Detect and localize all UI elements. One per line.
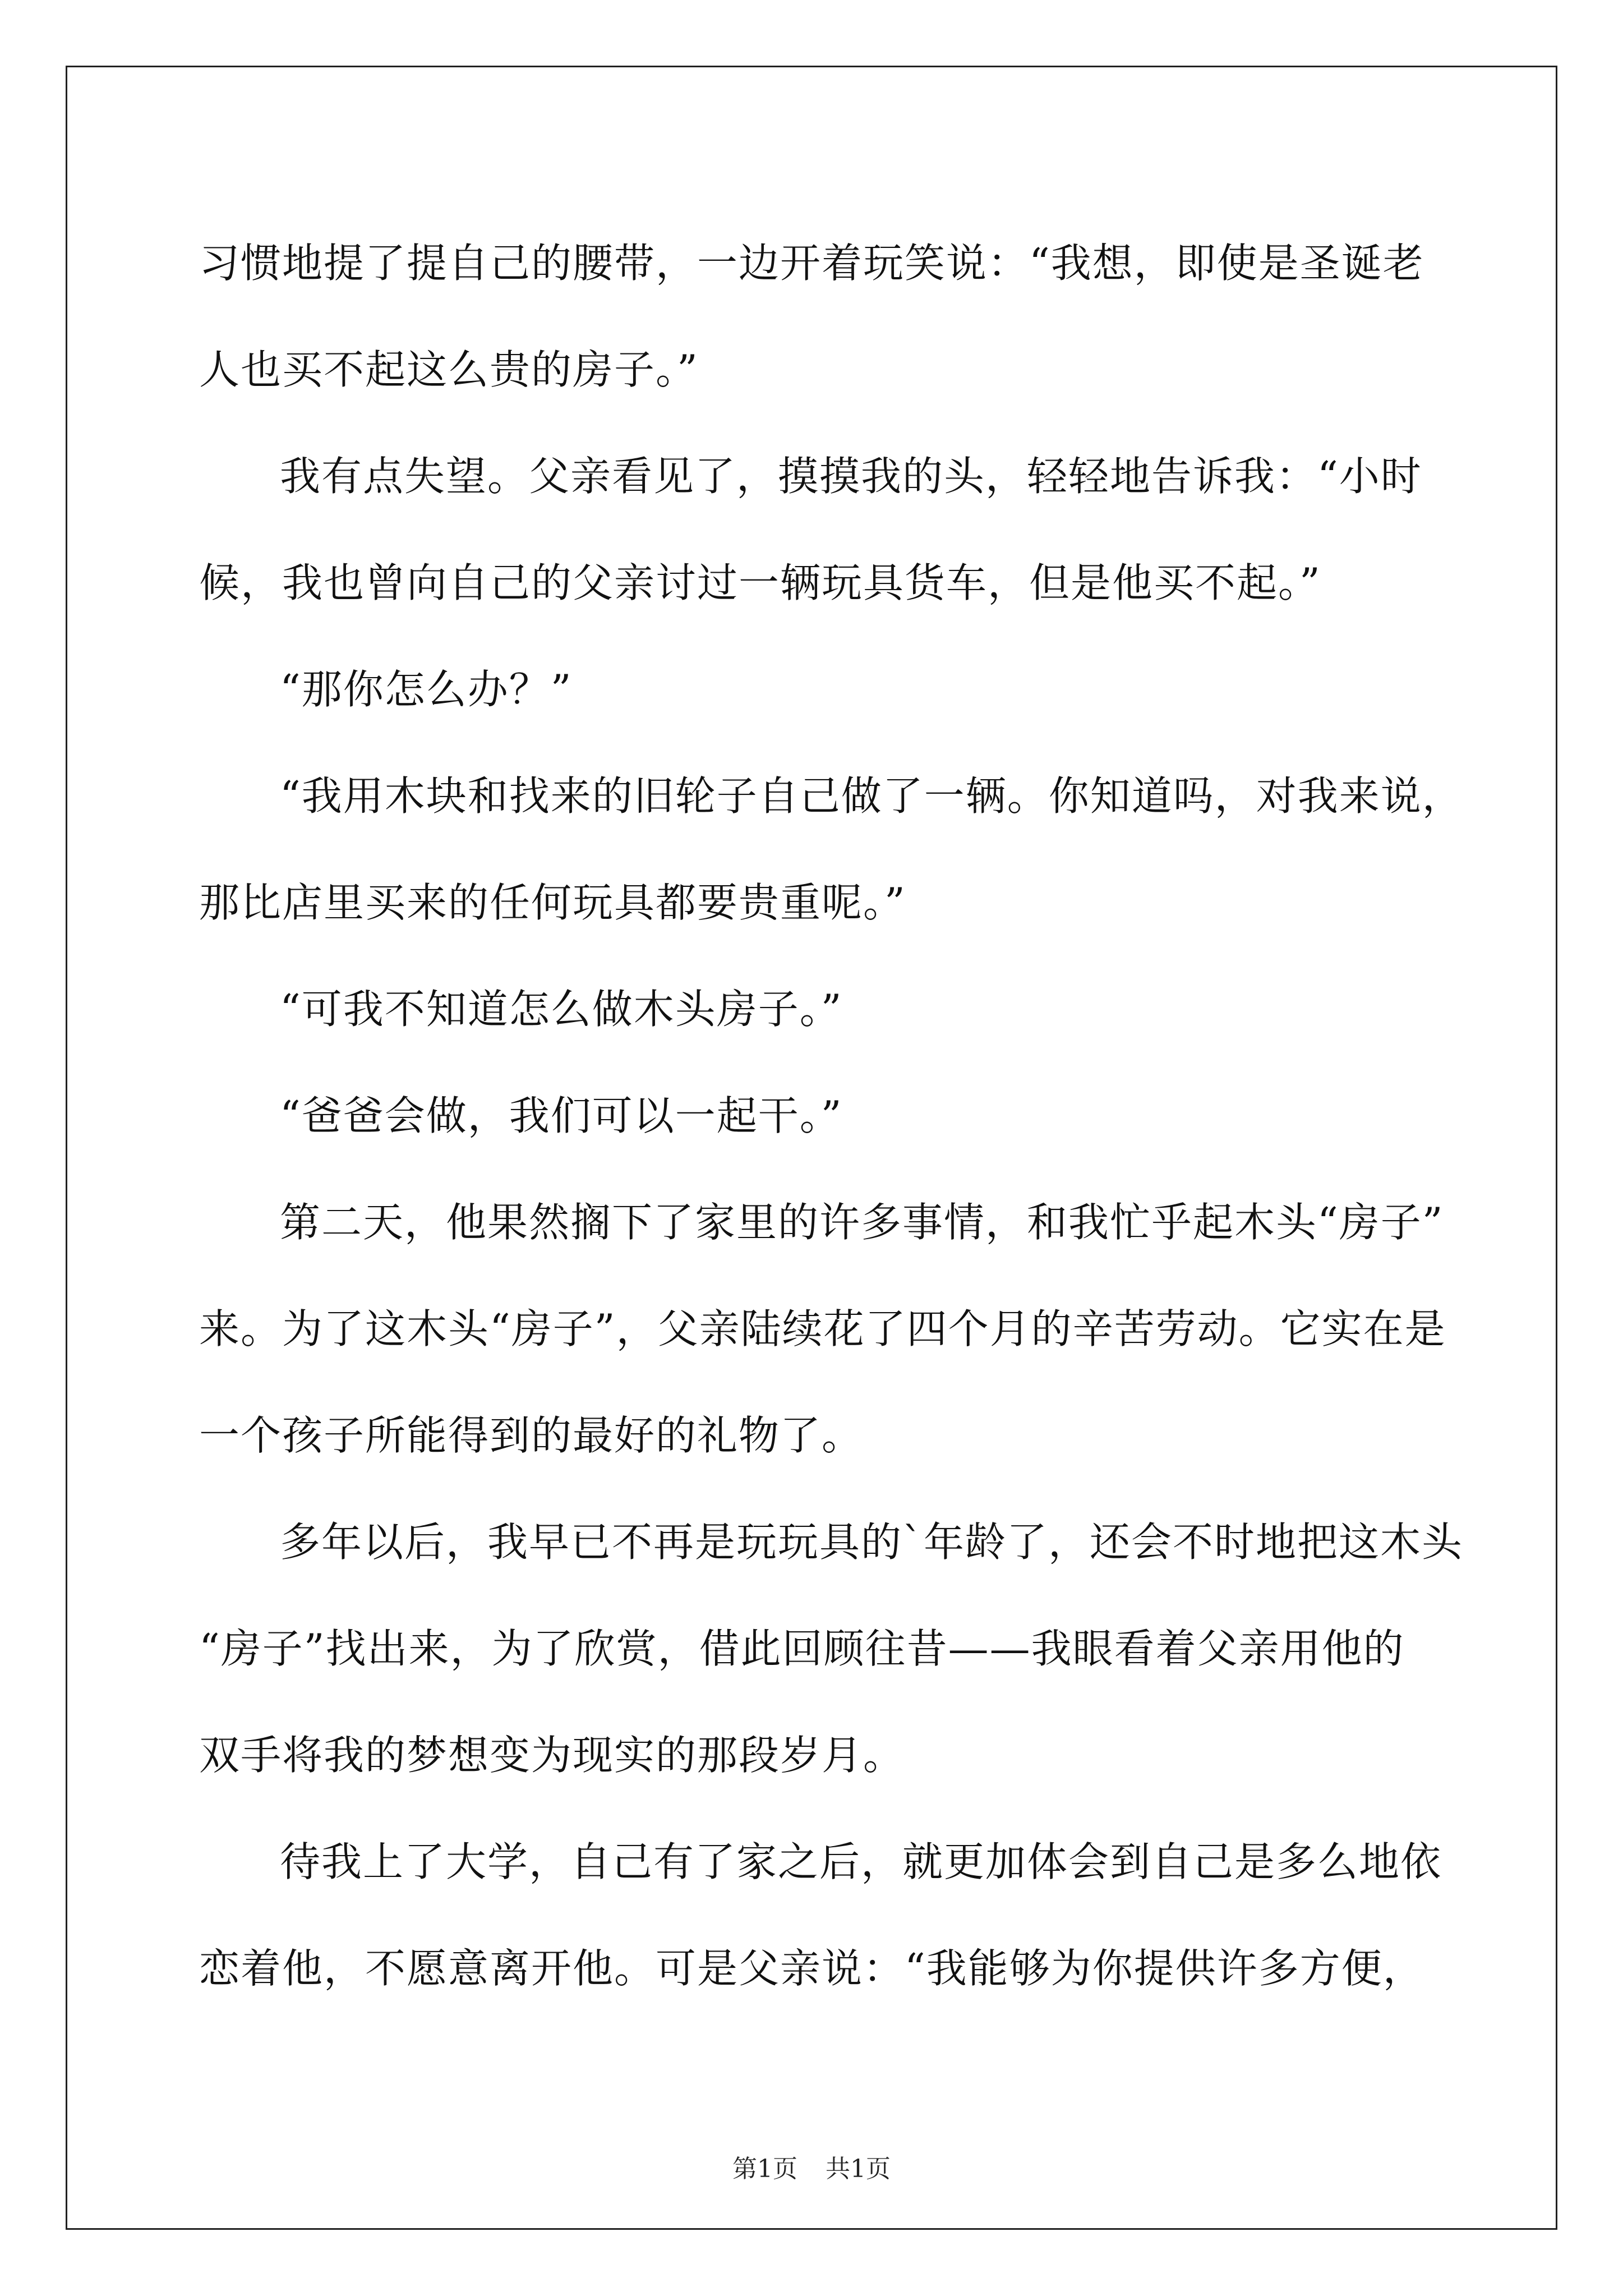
text-line: “房子”找出来，为了欣赏，借此回顾往昔——我眼看着父亲用他的 bbox=[199, 1625, 1405, 1672]
text-line: 那比店里买来的任何玩具都要贵重呢。” bbox=[199, 879, 906, 926]
text-line: 我有点失望。父亲看见了，摸摸我的头，轻轻地告诉我：“小时 bbox=[280, 453, 1422, 500]
text-line: 人也买不起这么贵的房子。” bbox=[199, 346, 699, 393]
text-line: 待我上了大学，自己有了家之后，就更加体会到自己是多么地依 bbox=[280, 1838, 1442, 1885]
text-line: 多年以后，我早已不再是玩玩具的`年龄了，还会不时地把这木头 bbox=[280, 1519, 1464, 1566]
text-line: 第二天，他果然搁下了家里的许多事情，和我忙乎起木头“房子” bbox=[280, 1199, 1444, 1246]
page-footer bbox=[0, 2148, 1623, 2184]
text-line: 候，我也曾向自己的父亲讨过一辆玩具货车，但是他买不起。” bbox=[199, 559, 1321, 606]
text-line: “可我不知道怎么做木头房子。” bbox=[280, 986, 843, 1033]
text-line: “那你怎么办？” bbox=[280, 666, 573, 713]
text-line: 习惯地提了提自己的腰带，一边开着玩笑说：“我想，即使是圣诞老 bbox=[199, 240, 1424, 287]
text-line: “爸爸会做，我们可以一起干。” bbox=[280, 1092, 843, 1139]
page-number: 第1页 bbox=[732, 2155, 797, 2183]
text-line: “我用木块和找来的旧轮子自己做了一辆。你知道吗，对我来说， bbox=[280, 772, 1464, 820]
text-line: 恋着他，不愿意离开他。可是父亲说：“我能够为你提供许多方便， bbox=[199, 1945, 1424, 1992]
text-line: 一个孩子所能得到的最好的礼物了。 bbox=[199, 1412, 864, 1459]
text-line: 来。为了这木头“房子”，父亲陆续花了四个月的辛苦劳动。它实在是 bbox=[199, 1305, 1446, 1352]
text-line: 双手将我的梦想变为现实的那段岁月。 bbox=[199, 1732, 905, 1779]
document-body bbox=[199, 210, 1464, 2022]
page-total: 共1页 bbox=[826, 2155, 891, 2183]
